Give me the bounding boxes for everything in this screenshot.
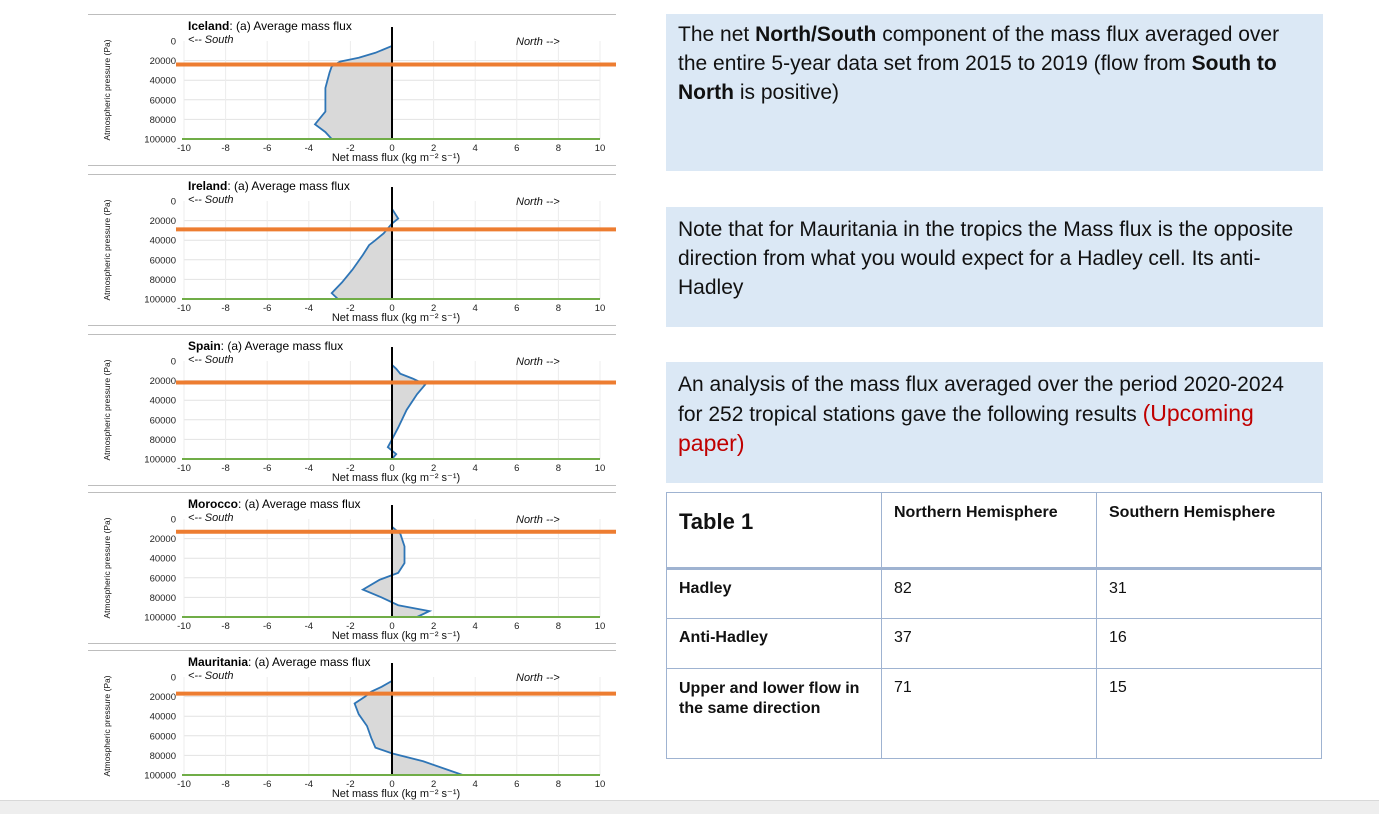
x-tick-label: -10 [177,779,191,790]
x-tick-label: -6 [262,143,272,154]
table-row [667,569,1322,619]
x-tick-label: 2 [430,621,437,632]
x-axis-label: Net mass flux (kg m⁻² s⁻¹) [331,788,461,800]
x-tick-label: -8 [221,621,230,632]
y-tick-label: 80000 [149,750,176,762]
results-table [666,492,1322,759]
x-tick-label: -4 [304,303,314,314]
y-tick-label: 60000 [149,415,176,427]
info-box-analysis-text: An analysis of the mass flux averaged over the period 2020-2024 for 252 tropical stations gave the following results [678,373,1284,426]
info-box-net-flux-bold-2: South to North [678,52,1277,104]
bottom-scroll-strip [0,800,1379,814]
chart-svg [88,335,616,485]
info-box-analysis [666,362,1323,483]
charts-column [88,14,616,798]
x-tick-label: 4 [472,143,478,154]
y-axis-label: Atmospheric pressure (Pa) [102,517,112,619]
info-box-mauritania-note-text: Note that for Mauritania in the tropics the Mass flux is the opposite direction from what you would expect for a Hadley cell. Its anti-Hadley [678,218,1294,299]
y-axis-label: Atmospheric pressure (Pa) [102,675,112,777]
x-tick-label: 10 [594,303,606,314]
table-cell-nh: 37 [882,619,1097,669]
x-tick-label: -2 [346,303,355,314]
south-direction-label: <-- South [188,194,234,206]
x-tick-label: 8 [555,621,562,632]
y-tick-label: 40000 [149,553,176,565]
x-tick-label: -8 [221,143,230,154]
x-tick-label: -6 [262,303,272,314]
chart-iceland [88,14,616,166]
table-title-cell [667,493,882,569]
y-tick-label: 100000 [144,134,176,146]
y-tick-label: 20000 [149,216,176,228]
chart-title-rest: : (a) Average mass flux [248,655,371,669]
info-box-mauritania-note [666,207,1323,327]
y-tick-label: 20000 [149,56,176,68]
table-title: Table 1 [679,509,754,534]
chart-title [188,339,343,353]
x-tick-label: -10 [177,621,191,632]
x-tick-label: 2 [430,143,437,154]
flux-area [332,209,399,299]
info-box-net-flux-text-1: The net [678,23,756,46]
y-tick-label: 80000 [149,114,176,126]
chart-title [188,497,361,511]
flux-area [315,46,392,139]
x-tick-label: -10 [177,463,191,474]
table-row [667,619,1322,669]
x-tick-label: -6 [262,779,272,790]
x-tick-label: 10 [594,143,606,154]
north-direction-label: North --> [516,514,560,526]
chart-ireland [88,174,616,326]
table-header-sh [1097,493,1322,569]
x-tick-label: -2 [346,779,355,790]
chart-svg [88,175,616,325]
y-tick-label: 20000 [149,376,176,388]
table-header-nh-text: Northern Hemisphere [894,504,1058,521]
chart-svg [88,15,616,165]
x-tick-label: -8 [221,303,230,314]
table-row-label: Upper and lower flow in the same direction [667,669,882,759]
x-tick-label: -6 [262,621,272,632]
x-tick-label: 4 [472,303,478,314]
x-tick-label: 10 [594,779,606,790]
x-tick-label: -2 [346,621,355,632]
chart-title [188,179,350,193]
chart-title-location: Ireland [188,179,228,193]
x-tick-label: 2 [430,303,437,314]
x-axis-label: Net mass flux (kg m⁻² s⁻¹) [331,152,461,164]
north-direction-label: North --> [516,196,560,208]
y-tick-label: 20000 [149,692,176,704]
chart-title-rest: : (a) Average mass flux [229,19,352,33]
table-header-nh [882,493,1097,569]
x-tick-label: -6 [262,463,272,474]
y-tick-label: 60000 [149,255,176,267]
table-row [667,669,1322,759]
y-tick-label: 0 [170,514,176,526]
chart-title-rest: : (a) Average mass flux [238,497,361,511]
x-tick-label: -8 [221,463,230,474]
chart-title [188,19,352,33]
x-tick-label: 6 [514,143,520,154]
y-tick-label: 40000 [149,711,176,723]
y-tick-label: 100000 [144,454,176,466]
chart-svg [88,651,616,801]
y-tick-label: 0 [170,196,176,208]
north-direction-label: North --> [516,36,560,48]
table-cell-sh: 31 [1097,569,1322,619]
chart-title-location: Morocco [188,497,239,511]
chart-morocco [88,492,616,644]
chart-mauritania [88,650,616,802]
table-header-sh-text: Southern Hemisphere [1109,504,1276,521]
x-tick-label: 0 [389,779,395,790]
y-tick-label: 0 [170,672,176,684]
x-axis-label: Net mass flux (kg m⁻² s⁻¹) [331,312,461,324]
y-tick-label: 60000 [149,731,176,743]
x-tick-label: 0 [389,621,395,632]
info-box-net-flux-text-3: is positive) [734,81,840,104]
y-tick-label: 0 [170,356,176,368]
info-box-net-flux [666,14,1323,171]
table-cell-sh: 16 [1097,619,1322,669]
x-axis-label: Net mass flux (kg m⁻² s⁻¹) [331,472,461,484]
table-header-row [667,493,1322,569]
x-tick-label: 8 [555,463,562,474]
x-tick-label: -4 [304,779,314,790]
y-tick-label: 20000 [149,534,176,546]
x-tick-label: 0 [389,463,395,474]
y-tick-label: 80000 [149,274,176,286]
south-direction-label: <-- South [188,670,234,682]
y-tick-label: 80000 [149,592,176,604]
x-tick-label: -2 [346,463,355,474]
south-direction-label: <-- South [188,512,234,524]
south-direction-label: <-- South [188,354,234,366]
chart-title-location: Iceland [188,19,230,33]
x-tick-label: 4 [472,621,478,632]
y-axis-label: Atmospheric pressure (Pa) [102,39,112,141]
x-tick-label: 10 [594,463,606,474]
x-tick-label: 2 [430,463,437,474]
y-tick-label: 80000 [149,434,176,446]
x-tick-label: -8 [221,779,230,790]
upcoming-paper-tag: (Upcoming paper) [678,400,1254,456]
table-row-label: Hadley [667,569,882,619]
chart-title [188,655,371,669]
chart-title-location: Spain [188,339,221,353]
north-direction-label: North --> [516,672,560,684]
x-tick-label: 6 [514,303,520,314]
y-tick-label: 40000 [149,235,176,247]
x-tick-label: 8 [555,779,562,790]
table-cell-sh: 15 [1097,669,1322,759]
x-tick-label: 0 [389,143,395,154]
x-tick-label: -10 [177,143,191,154]
chart-title-rest: : (a) Average mass flux [227,179,350,193]
y-tick-label: 60000 [149,95,176,107]
y-axis-label: Atmospheric pressure (Pa) [102,359,112,461]
x-tick-label: 8 [555,303,562,314]
x-tick-label: -4 [304,143,314,154]
x-tick-label: 4 [472,779,478,790]
south-direction-label: <-- South [188,34,234,46]
x-tick-label: 2 [430,779,437,790]
x-tick-label: 4 [472,463,478,474]
x-tick-label: 0 [389,303,395,314]
x-tick-label: 10 [594,621,606,632]
x-tick-label: 6 [514,779,520,790]
x-tick-label: -4 [304,463,314,474]
x-tick-label: -2 [346,143,355,154]
y-tick-label: 100000 [144,770,176,782]
table-cell-nh: 71 [882,669,1097,759]
table-row-label: Anti-Hadley [667,619,882,669]
chart-title-location: Mauritania [188,655,249,669]
y-axis-label: Atmospheric pressure (Pa) [102,199,112,301]
chart-svg [88,493,616,643]
x-tick-label: 6 [514,463,520,474]
info-box-net-flux-bold-1: North/South [755,23,877,46]
x-tick-label: 8 [555,143,562,154]
north-direction-label: North --> [516,356,560,368]
y-tick-label: 40000 [149,395,176,407]
chart-title-rest: : (a) Average mass flux [220,339,344,353]
y-tick-label: 40000 [149,75,176,87]
y-tick-label: 100000 [144,294,176,306]
y-tick-label: 100000 [144,612,176,624]
y-tick-label: 60000 [149,573,176,585]
y-tick-label: 0 [170,36,176,48]
x-tick-label: -10 [177,303,191,314]
chart-spain [88,334,616,486]
table-cell-nh: 82 [882,569,1097,619]
x-tick-label: 6 [514,621,520,632]
x-axis-label: Net mass flux (kg m⁻² s⁻¹) [331,630,461,642]
info-box-net-flux-text-2: component of the mass flux averaged over the entire 5-year data set from 2015 to 2019 (flow from [678,23,1280,75]
x-tick-label: -4 [304,621,314,632]
